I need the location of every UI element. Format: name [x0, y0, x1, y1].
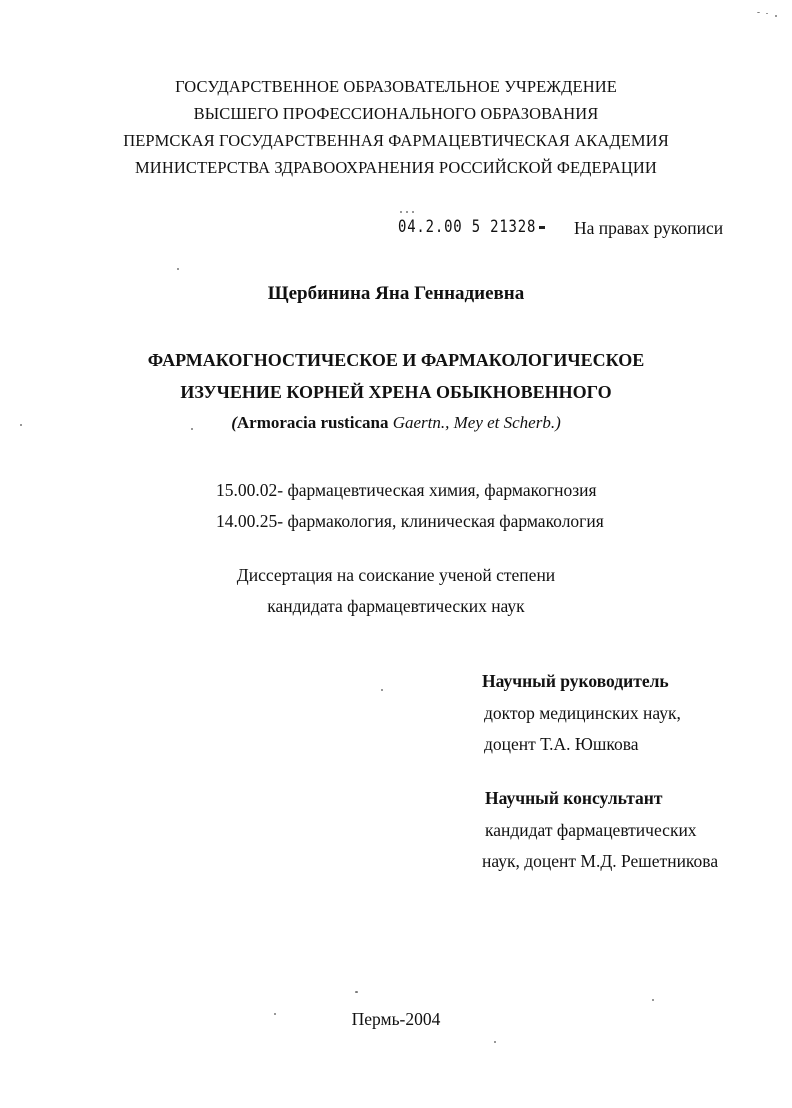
latin-name: [0, 413, 792, 433]
consultant-heading: Научный консультант: [485, 788, 663, 808]
city-year: Пермь-2004: [351, 1009, 441, 1029]
latin-genus-species: Armoracia rusticana: [236, 413, 389, 432]
scan-speck: [381, 689, 383, 691]
supervisor-degree: доктор медицинских наук,: [484, 703, 681, 723]
stamp-speck: [412, 211, 414, 213]
scan-speck: [766, 13, 768, 14]
title-line-1: ФАРМАКОГНОСТИЧЕСКОЕ И ФАРМАКОЛОГИЧЕСКОЕ: [147, 350, 645, 370]
registry-number-stamp: 04.2.00 5 21328: [398, 217, 537, 237]
scan-speck: [494, 1041, 496, 1043]
institution-line-4: МИНИСТЕРСТВА ЗДРАВООХРАНЕНИЯ РОССИЙСКОЙ ФЕДЕРАЦИИ: [135, 158, 657, 177]
latin-open-paren: (: [231, 413, 237, 432]
scan-speck: [274, 1013, 276, 1015]
scan-speck: [355, 991, 358, 993]
degree-line-1: Диссертация на соискание ученой степени: [236, 565, 556, 585]
specialty-1: 15.00.02- фармацевтическая химия, фармакогнозия: [216, 480, 597, 500]
scan-speck: [652, 999, 654, 1001]
institution-line-3: ПЕРМСКАЯ ГОСУДАРСТВЕННАЯ ФАРМАЦЕВТИЧЕСКАЯ АКАДЕМИЯ: [123, 131, 669, 150]
consultant-name: наук, доцент М.Д. Решетникова: [482, 851, 719, 871]
scan-speck: [191, 428, 193, 430]
degree-line-2: кандидата фармацевтических наук: [267, 596, 525, 616]
scan-speck: [20, 424, 22, 426]
specialty-2: 14.00.25- фармакология, клиническая фармакология: [216, 511, 604, 531]
scan-speck: [775, 15, 777, 17]
latin-authority: Gaertn., Mey et Scherb.): [392, 413, 561, 432]
manuscript-rights-note: На правах рукописи: [574, 218, 724, 238]
scan-speck: [757, 12, 760, 13]
title-line-2: ИЗУЧЕНИЕ КОРНЕЙ ХРЕНА ОБЫКНОВЕННОГО: [180, 382, 612, 402]
stamp-speck: [400, 211, 402, 213]
stamp-speck: [406, 211, 408, 213]
supervisor-name: доцент Т.А. Юшкова: [484, 734, 639, 754]
institution-line-1: ГОСУДАРСТВЕННОЕ ОБРАЗОВАТЕЛЬНОЕ УЧРЕЖДЕНИЕ: [175, 77, 617, 96]
supervisor-heading: Научный руководитель: [482, 671, 669, 691]
institution-line-2: ВЫСШЕГО ПРОФЕССИОНАЛЬНОГО ОБРАЗОВАНИЯ: [193, 104, 599, 123]
author-name: Щербинина Яна Геннадиевна: [267, 283, 525, 304]
consultant-degree: кандидат фармацевтических: [485, 820, 697, 840]
scan-speck: [177, 268, 179, 270]
stamp-dash: [539, 226, 545, 229]
